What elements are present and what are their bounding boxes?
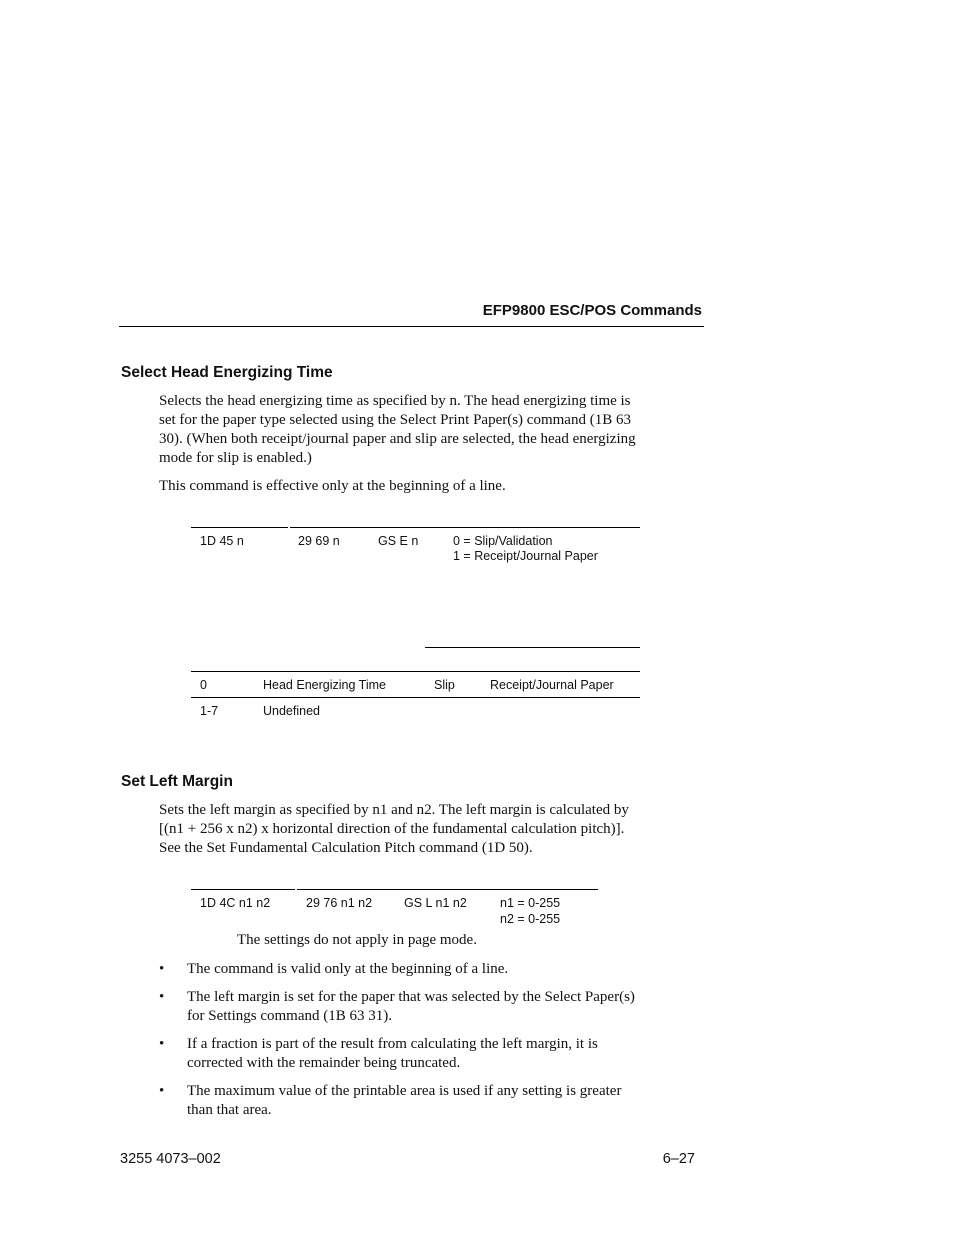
section1-desc-line: set for the paper type selected using the Select Print Paper(s) command (1B 63	[159, 412, 631, 428]
bullet-text: than that area.	[187, 1102, 272, 1118]
energizing-table-top-rule	[191, 671, 640, 672]
command-table-bottom-rule	[425, 647, 640, 648]
section1-desc-line: Selects the head energizing time as specified by n. The head energizing time is	[159, 393, 631, 409]
bullet-item	[159, 1035, 704, 1073]
command-value: 0 = Slip/Validation	[453, 534, 553, 548]
bullet-item	[159, 960, 704, 979]
section-title-head-energizing: Select Head Energizing Time	[121, 364, 333, 381]
energizing-table-header-rule	[191, 697, 640, 698]
running-header: EFP9800 ESC/POS Commands	[482, 302, 702, 319]
bullet-text: If a fraction is part of the result from calculating the left margin, it is	[187, 1036, 598, 1052]
command-hex: 1D 45 n	[200, 534, 244, 548]
command-value: 1 = Receipt/Journal Paper	[453, 549, 598, 563]
bullet-item	[159, 1082, 704, 1120]
command-ascii: GS E n	[378, 534, 419, 548]
bullet-icon: •	[159, 961, 165, 977]
section2-note: The settings do not apply in page mode.	[237, 932, 477, 948]
command-ascii: GS L n1 n2	[404, 896, 467, 910]
energizing-table-header: Slip	[434, 678, 455, 692]
bullet-text: The command is valid only at the beginning of a line.	[187, 961, 509, 977]
command-decimal: 29 69 n	[298, 534, 340, 548]
section-title-left-margin: Set Left Margin	[121, 773, 233, 790]
footer-doc-number: 3255 4073–002	[120, 1151, 221, 1167]
bullet-text: corrected with the remainder being truncated.	[187, 1055, 461, 1071]
energizing-table-cell: 1-7	[200, 704, 219, 718]
bullet-icon: •	[159, 1083, 165, 1099]
command-table-rule	[290, 527, 640, 528]
bullet-icon: •	[159, 1036, 165, 1052]
command-table-rule	[297, 889, 598, 890]
section1-note: This command is effective only at the beginning of a line.	[159, 478, 506, 494]
energizing-table-header: Head Energizing Time	[263, 678, 386, 692]
section2-desc-line: [(n1 + 256 x n2) x horizontal direction of the fundamental calculation pitch)].	[159, 821, 625, 837]
command-value: n1 = 0-255	[500, 896, 561, 910]
command-decimal: 29 76 n1 n2	[306, 896, 373, 910]
energizing-table-header: Receipt/Journal Paper	[490, 678, 614, 692]
energizing-table-header: 0	[200, 678, 207, 692]
bullet-text: for Settings command (1B 63 31).	[187, 1008, 392, 1024]
section2-description	[159, 801, 704, 858]
section1-desc-line: mode for slip is enabled.)	[159, 450, 312, 466]
header-rule	[119, 326, 704, 327]
section1-desc-line: 30). (When both receipt/journal paper and slip are selected, the head energizing	[159, 431, 636, 447]
energizing-table-cell: Undefined	[263, 704, 320, 718]
command-value: n2 = 0-255	[500, 912, 561, 926]
bullet-list	[159, 960, 704, 1129]
bullet-icon: •	[159, 989, 165, 1005]
section2-desc-line: Sets the left margin as specified by n1 and n2. The left margin is calculated by	[159, 802, 629, 818]
footer-page-number: 6–27	[662, 1151, 695, 1167]
section1-description	[159, 392, 704, 468]
command-hex: 1D 4C n1 n2	[200, 896, 271, 910]
section2-desc-line: See the Set Fundamental Calculation Pitch command (1D 50).	[159, 840, 533, 856]
bullet-text: The maximum value of the printable area is used if any setting is greater	[187, 1083, 622, 1099]
command-table-rule	[191, 527, 288, 528]
command-table-rule	[191, 889, 295, 890]
bullet-item	[159, 988, 704, 1026]
bullet-text: The left margin is set for the paper that was selected by the Select Paper(s)	[187, 989, 635, 1005]
